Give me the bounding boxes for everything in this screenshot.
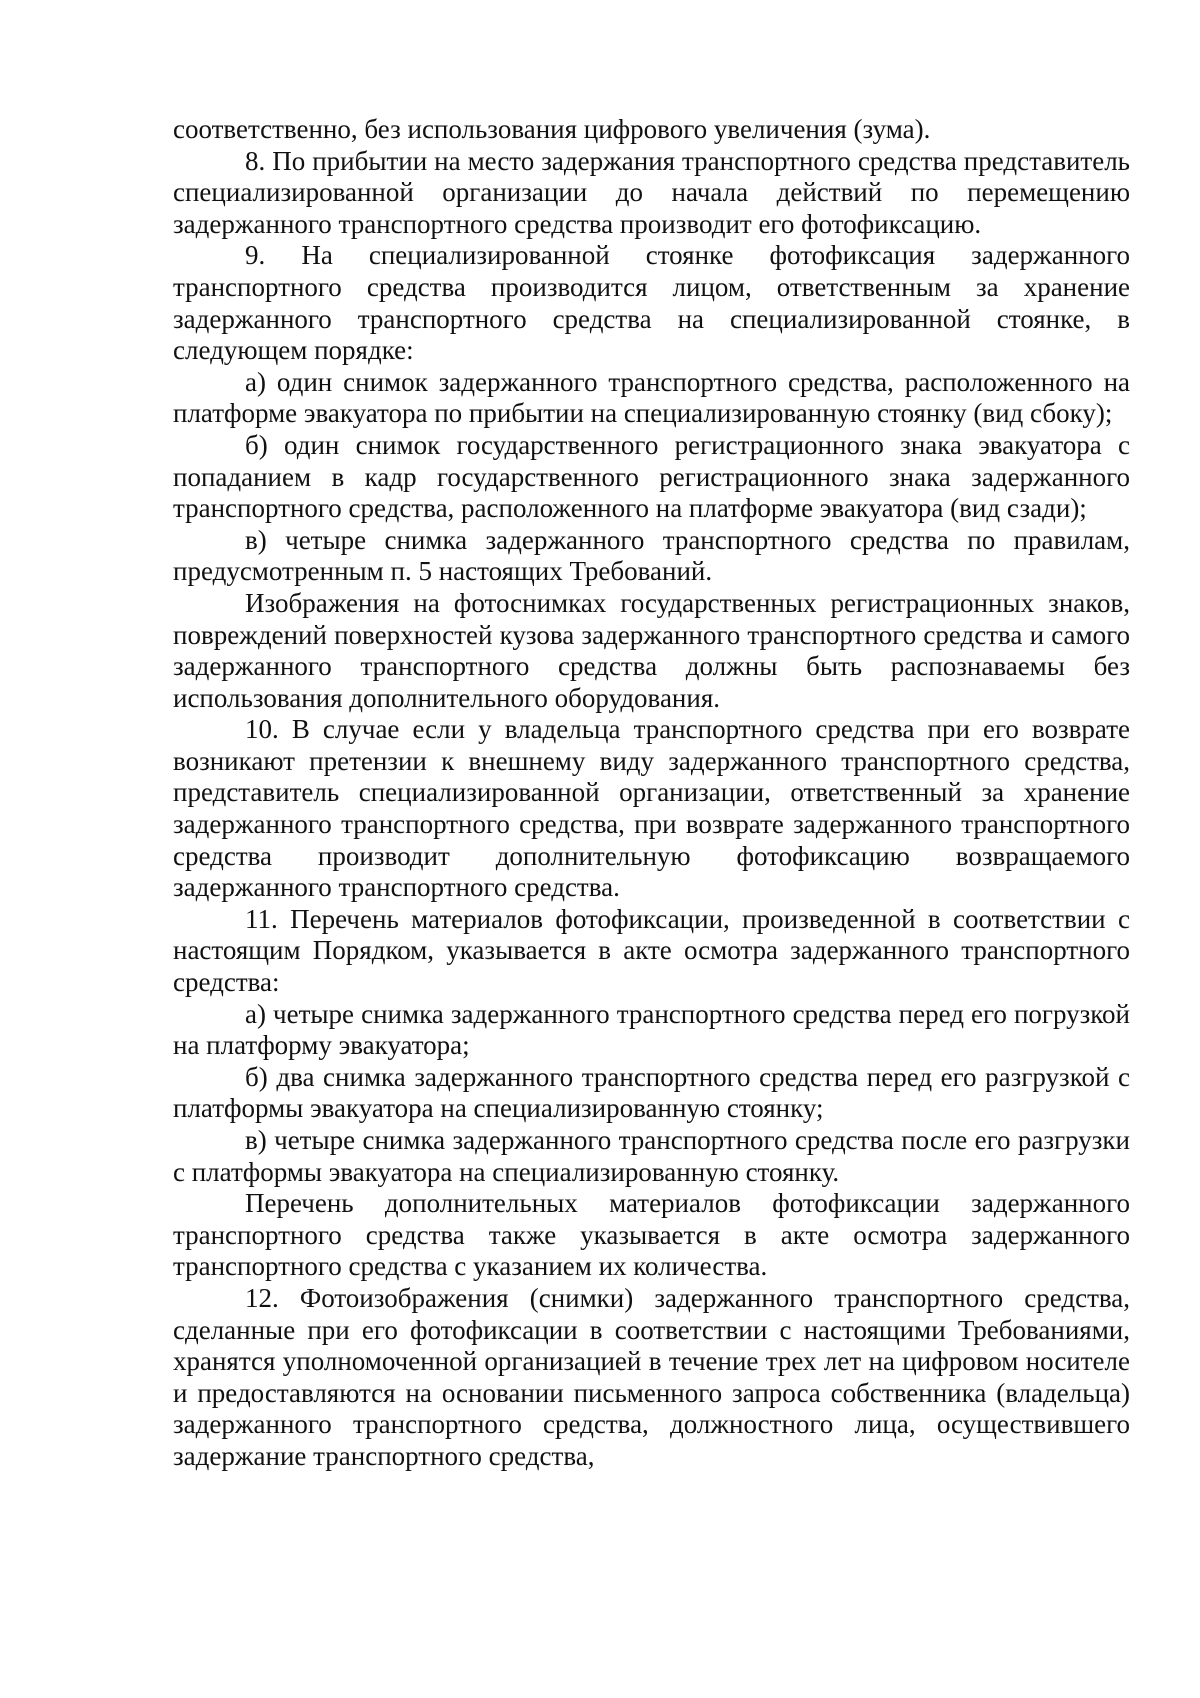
paragraph-item-10: 10. В случае если у владельца транспортного средства при его возврате возникают претензии к внешнему виду задержанного транспортного средства, представитель специализированной организации, ответственный за хранение задержанного транспортного средства, при возврате задержанного транспортного средства производит дополнительную фотофиксацию возвращаемого задержанного транспортного средства. <box>173 714 1130 903</box>
document-page <box>173 114 1130 1473</box>
paragraph-item-8: 8. По прибытии на место задержания транспортного средства представитель специализированной организации до начала действий по перемещению задержанного транспортного средства производит его фотофиксацию. <box>173 145 1130 239</box>
paragraph-item-9c: в) четыре снимка задержанного транспортного средства по правилам, предусмотренным п. 5 настоящих Требований. <box>173 524 1130 587</box>
paragraph-item-11a: а) четыре снимка задержанного транспортного средства перед его погрузкой на платформу эвакуатора; <box>173 998 1130 1061</box>
paragraph-images-recognizable: Изображения на фотоснимках государственных регистрационных знаков, повреждений поверхностей кузова задержанного транспортного средства и самого задержанного транспортного средства должны быть распознаваемы без использования дополнительного оборудования. <box>173 587 1130 713</box>
paragraph-item-9a: а) один снимок задержанного транспортного средства, расположенного на платформе эвакуатора по прибытии на специализированную стоянку (вид сбоку); <box>173 366 1130 429</box>
paragraph-item-12: 12. Фотоизображения (снимки) задержанного транспортного средства, сделанные при его фотофиксации в соответствии с настоящими Требованиями, хранятся уполномоченной организацией в течение трех лет на цифровом носителе и предоставляются на основании письменного запроса собственника (владельца) задержанного транспортного средства, должностного лица, осуществившего задержание транспортного средства, <box>173 1282 1130 1471</box>
paragraph-item-11b: б) два снимка задержанного транспортного средства перед его разгрузкой с платформы эвакуатора на специализированную стоянку; <box>173 1061 1130 1124</box>
paragraph-continuation: соответственно, без использования цифрового увеличения (зума). <box>173 114 931 144</box>
paragraph-additional-materials: Перечень дополнительных материалов фотофиксации задержанного транспортного средства также указывается в акте осмотра задержанного транспортного средства с указанием их количества. <box>173 1188 1130 1282</box>
paragraph-item-9: 9. На специализированной стоянке фотофиксация задержанного транспортного средства производится лицом, ответственным за хранение задержанного транспортного средства на специализированной стоянке, в следующем порядке: <box>173 240 1130 366</box>
paragraph-item-11: 11. Перечень материалов фотофиксации, произведенной в соответствии с настоящим Порядком, указывается в акте осмотра задержанного транспортного средства: <box>173 903 1130 998</box>
paragraph-item-11c: в) четыре снимка задержанного транспортного средства после его разгрузки с платформы эвакуатора на специализированную стоянку. <box>173 1125 1130 1187</box>
paragraph-item-9b: б) один снимок государственного регистрационного знака эвакуатора с попаданием в кадр государственного регистрационного знака задержанного транспортного средства, расположенного на платформе эвакуатора (вид сзади); <box>173 429 1130 524</box>
